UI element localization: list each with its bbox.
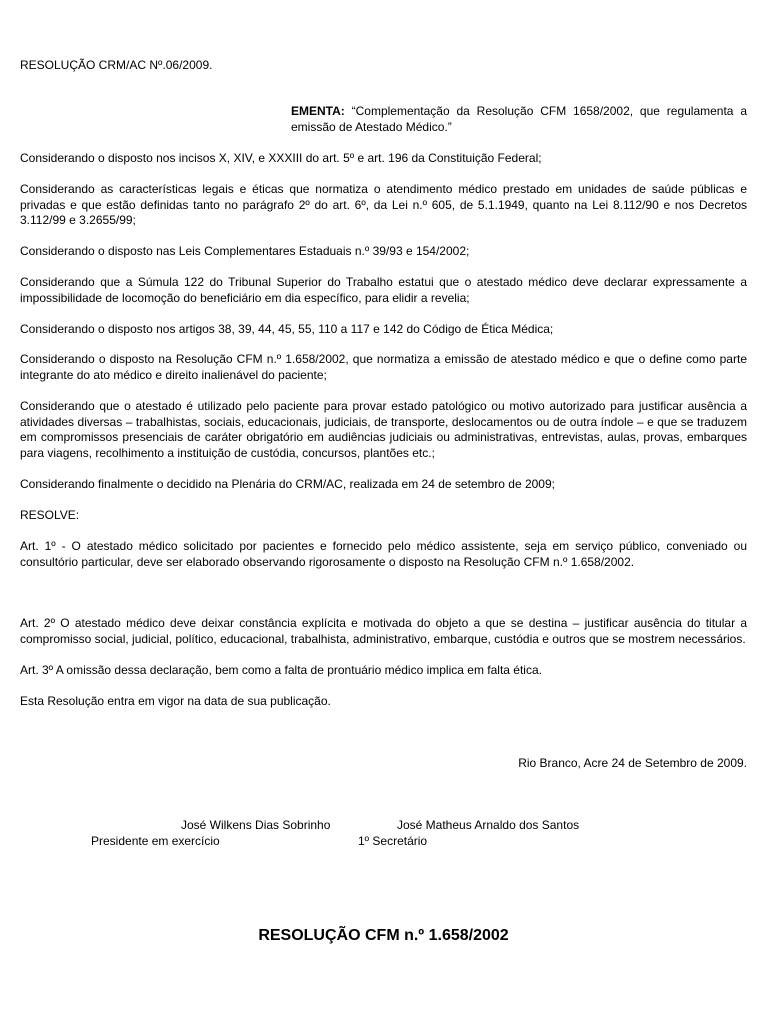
- article-3: Art. 3º A omissão dessa declaração, bem como a falta de prontuário médico implica em falta ética.: [20, 663, 542, 677]
- signatory-role: 1º Secretário: [358, 834, 428, 848]
- resolution-header: RESOLUÇÃO CRM/AC Nº.06/2009.: [20, 58, 213, 72]
- place-and-date: Rio Branco, Acre 24 de Setembro de 2009.: [518, 756, 747, 770]
- considering-paragraph: Considerando o disposto nas Leis Complementares Estaduais n.º 39/93 e 154/2002;: [20, 244, 470, 258]
- effective-clause: Esta Resolução entra em vigor na data de sua publicação.: [20, 694, 331, 708]
- signatory-name: José Matheus Arnaldo dos Santos: [397, 818, 580, 832]
- ementa: [291, 104, 747, 135]
- article-2: Art. 2º O atestado médico deve deixar constância explícita e motivada do objeto a que se destina – justificar ausência do titular a compromisso social, judicial, político, educacional, trabalhista, administrativo, embarque, custódia e outros que se mostrem necessários.: [20, 616, 747, 646]
- considering-paragraph: Considerando que o atestado é utilizado pelo paciente para provar estado patológico ou motivo autorizado para justificar ausência a atividades diversas – trabalhistas, sociais, educacionais, judiciais, de transporte, deslocamentos ou de outra índole – e que se traduzem em compromissos presenciais de caráter obrigatório em audiências judiciais ou administrativas, entrevistas, aulas, provas, embarques para viagens, recolhimento a instituição de custódia, concursos, plantões etc.;: [20, 399, 747, 460]
- next-resolution-title: RESOLUÇÃO CFM n.º 1.658/2002: [258, 927, 509, 944]
- considering-paragraph: Considerando o disposto nos artigos 38, 39, 44, 45, 55, 110 a 117 e 142 do Código de Ética Médica;: [20, 322, 554, 336]
- ementa-text: “Complementação da Resolução CFM 1658/2002, que regulamenta a emissão de Atestado Médico.”: [291, 104, 747, 134]
- considering-paragraph: Considerando as características legais e éticas que normatiza o atendimento médico prestado em unidades de saúde públicas e privadas e que estão definidas tanto no parágrafo 2º do art. 6º, da Lei n.º 605, de 5.1.1949, quanto na Lei 8.112/90 e nos Decretos 3.112/99 e 3.2655/99;: [20, 182, 747, 227]
- document-page: [20, 0, 747, 1024]
- considering-paragraph: Considerando que a Súmula 122 do Tribunal Superior do Trabalho estatui que o atestado médico deve declarar expressamente a impossibilidade de locomoção do beneficiário em dia específico, para elidir a revelia;: [20, 275, 747, 305]
- considering-paragraph: Considerando o disposto na Resolução CFM n.º 1.658/2002, que normatiza a emissão de atestado médico e que o define como parte integrante do ato médico e direito inalienável do paciente;: [20, 352, 747, 382]
- ementa-label: EMENTA:: [291, 104, 345, 118]
- article-1: Art. 1º - O atestado médico solicitado por pacientes e fornecido pelo médico assistente, seja em serviço público, conveniado ou consultório particular, deve ser elaborado observando rigorosamente o disposto na Resolução CFM n.º 1.658/2002.: [20, 539, 747, 569]
- signatory-name: José Wilkens Dias Sobrinho: [181, 818, 331, 832]
- signatory-role: Presidente em exercício: [91, 834, 220, 848]
- considering-paragraph: Considerando o disposto nos incisos X, XIV, e XXXIII do art. 5º e art. 196 da Constituição Federal;: [20, 151, 542, 165]
- considering-paragraph: Considerando finalmente o decidido na Plenária do CRM/AC, realizada em 24 de setembro de 2009;: [20, 477, 555, 491]
- resolve-heading: RESOLVE:: [20, 508, 80, 522]
